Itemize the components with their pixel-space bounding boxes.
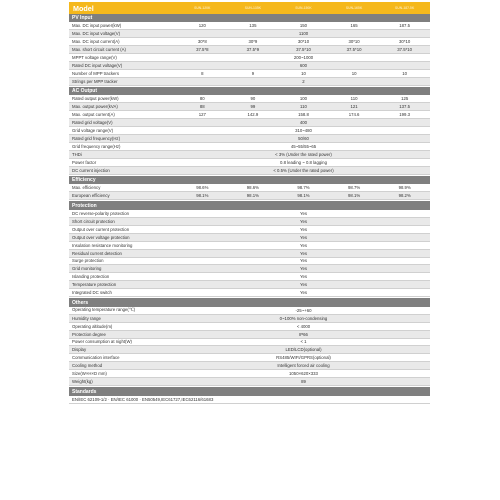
spec-label: Strings per MPP tracker	[72, 78, 118, 84]
spec-value-span: 400	[299, 120, 308, 126]
spec-label: DC current injection	[72, 167, 110, 173]
spec-value: 30*10	[399, 39, 411, 45]
spec-value-span: 200~1000	[293, 55, 314, 61]
spec-value: 142.9	[247, 112, 259, 118]
spec-values	[177, 136, 430, 141]
section-title: Standards	[72, 388, 97, 395]
spec-values	[177, 79, 430, 84]
spec-value: 98.9%	[398, 185, 411, 191]
spec-value: 127	[198, 112, 206, 118]
spec-value: 88	[199, 104, 205, 110]
spec-value-span: LED/LCD(optional)	[285, 347, 322, 353]
spec-label: Max. output power(kVA)	[72, 104, 118, 110]
spec-values	[177, 282, 430, 287]
spec-label: Grid voltage range(V)	[72, 128, 114, 134]
model-name: SUN-135K	[244, 6, 262, 10]
spec-values	[177, 266, 430, 271]
spec-label: Max. short circuit current (A)	[72, 47, 126, 53]
spec-value: 135	[249, 23, 257, 29]
spec-row	[69, 273, 430, 281]
spec-row	[69, 307, 430, 315]
spec-value: 187.5	[399, 23, 411, 29]
spec-row	[69, 323, 430, 331]
spec-row	[69, 22, 430, 30]
spec-label: Rated DC input voltage(V)	[72, 63, 123, 69]
spec-values	[177, 379, 430, 384]
section-title: PV Input	[72, 15, 93, 22]
spec-label: Max. efficiency	[72, 185, 101, 191]
spec-value: 10	[351, 70, 357, 76]
spec-row	[69, 70, 430, 78]
spec-row	[69, 396, 430, 404]
spec-label: DC reverse-polarity protection	[72, 210, 130, 216]
spec-label: Max. DC input voltage(V)	[72, 31, 121, 37]
spec-row	[69, 30, 430, 38]
section-header	[69, 176, 430, 184]
spec-value: 90	[250, 96, 256, 102]
spec-value: 125	[401, 96, 409, 102]
spec-row	[69, 184, 430, 192]
spec-value: 120	[198, 23, 206, 29]
spec-label: Operating temperature range(℃)	[72, 307, 136, 313]
spec-label: Islanding protection	[72, 274, 110, 280]
spec-values	[177, 251, 430, 256]
spec-value: 158.8	[298, 112, 309, 118]
spec-value: 150	[299, 23, 308, 29]
spec-value-span: Yes	[299, 210, 307, 216]
spec-value: 199.3	[399, 112, 411, 118]
spec-label: Display	[72, 347, 87, 353]
spec-value: 98.6%	[196, 185, 209, 191]
spec-values	[177, 104, 430, 109]
section-header	[69, 201, 430, 209]
spec-value-span: Yes	[299, 218, 307, 224]
spec-value-span: 600	[299, 63, 308, 69]
spec-value: 110	[300, 104, 307, 110]
spec-value: 80	[199, 96, 205, 102]
spec-label: Short circuit protection	[72, 218, 115, 224]
spec-value-span: 45~55/55~65	[290, 144, 317, 150]
spec-values	[177, 185, 430, 190]
spec-values	[177, 112, 430, 117]
spec-row	[69, 226, 430, 234]
spec-row	[69, 250, 430, 258]
spec-value-span: Yes	[299, 274, 307, 280]
model-header-row	[69, 2, 430, 14]
spec-row	[69, 54, 430, 62]
spec-row	[69, 242, 430, 250]
spec-value: 137.5	[399, 104, 411, 110]
spec-row	[69, 127, 430, 135]
spec-label: Insulation resistance monitoring	[72, 242, 133, 248]
spec-values	[177, 47, 430, 52]
spec-values	[177, 152, 430, 157]
spec-row	[69, 111, 430, 119]
spec-value-span: Yes	[299, 290, 307, 296]
spec-value-span: 2	[302, 78, 305, 84]
spec-row	[69, 234, 430, 242]
spec-label: Operating altitude(m)	[72, 323, 113, 329]
spec-value-span: Yes	[299, 226, 307, 232]
spec-label: European efficiency	[72, 193, 110, 199]
spec-label: Max. output current(A)	[72, 112, 115, 118]
spec-value-span: 1100	[298, 31, 309, 37]
spec-row	[69, 78, 430, 86]
spec-value: 98.1%	[246, 193, 259, 199]
spec-value: 37.5*9	[246, 47, 260, 53]
spec-value-span: -25~+60	[295, 307, 312, 313]
spec-label: Cooling method	[72, 363, 103, 369]
spec-value-span: 0~100% non-condensing	[279, 315, 328, 321]
spec-row	[69, 135, 430, 143]
spec-value: 9	[251, 70, 255, 76]
spec-values	[177, 227, 430, 232]
spec-value: 37.5*10	[296, 47, 311, 53]
spec-row	[69, 119, 430, 127]
spec-value: 98.7%	[347, 185, 361, 191]
spec-label: Max. DC input power(kW)	[72, 23, 122, 29]
spec-value-span: < 3% (Under the rated power)	[275, 152, 332, 157]
spec-value: 165	[350, 23, 358, 29]
spec-row	[69, 258, 430, 266]
spec-row	[69, 339, 430, 347]
spec-row	[69, 370, 430, 378]
spec-label: Power consumption at night(W)	[72, 339, 132, 345]
spec-values	[177, 371, 430, 376]
section-title: Others	[72, 299, 89, 306]
spec-values	[177, 23, 430, 28]
spec-row	[69, 151, 430, 159]
spec-value: 37.5*8	[196, 47, 209, 53]
model-name: SUN-165K	[345, 6, 363, 10]
spec-values	[177, 128, 430, 133]
spec-value-span: Yes	[299, 282, 307, 288]
spec-label: Power factor	[72, 159, 97, 165]
spec-value-span: 1050×620×333	[289, 371, 318, 377]
spec-label: Rated grid voltage(V)	[72, 120, 113, 126]
spec-value-span: < 0.5% (Under the rated power)	[273, 167, 334, 173]
spec-value-span: Yes	[299, 242, 307, 248]
spec-value: 98.2%	[398, 193, 411, 199]
spec-label: Grid frequency range(Hz)	[72, 144, 121, 150]
spec-value: 98.6%	[246, 185, 259, 191]
spec-values	[177, 347, 430, 352]
model-name: SUN-150K	[295, 6, 312, 10]
spec-label: Temperature protection	[72, 282, 117, 288]
spec-row	[69, 265, 430, 273]
spec-value: 121	[350, 104, 358, 110]
spec-value: 10	[402, 70, 408, 76]
section-header	[69, 87, 430, 95]
spec-values	[177, 168, 430, 173]
spec-row	[69, 346, 430, 354]
spec-label: Communication interface	[72, 355, 120, 361]
spec-values	[177, 290, 430, 295]
spec-values	[177, 31, 430, 36]
spec-value-span: < 4000	[296, 323, 311, 329]
spec-values	[177, 235, 430, 240]
spec-value-span: Yes	[299, 250, 307, 256]
spec-values	[177, 120, 430, 125]
spec-values	[177, 211, 430, 216]
spec-label: Grid monitoring	[72, 266, 102, 272]
spec-row	[69, 289, 430, 297]
spec-label: Output over current protection	[72, 226, 130, 232]
section-title: Efficiency	[72, 177, 96, 184]
spec-row	[69, 159, 430, 167]
spec-value: 99	[250, 104, 256, 110]
spec-values	[177, 332, 430, 337]
spec-values	[177, 355, 430, 360]
spec-values	[177, 324, 430, 329]
spec-value-span: < 1	[300, 339, 307, 345]
spec-label: Humidity range	[72, 315, 101, 321]
spec-label: EN/IEC 62109-1/2 · EN/IEC 61000 · EN50549,IEC61727,IEC62116/61683	[72, 396, 214, 402]
spec-value-span: Yes	[299, 234, 307, 240]
spec-value-span: 0.8 leading ~ 0.8 lagging	[280, 159, 327, 165]
spec-label: Size(W×H×D mm)	[72, 371, 107, 377]
spec-values	[177, 55, 430, 60]
spec-value: 98.1%	[347, 193, 361, 199]
spec-row	[69, 331, 430, 339]
spec-value: 30*10	[297, 39, 310, 45]
spec-values	[177, 274, 430, 279]
spec-value: 110	[350, 96, 358, 102]
spec-value-span: 310~480	[295, 128, 312, 134]
spec-values	[177, 219, 430, 224]
spec-value: 100	[299, 96, 308, 102]
spec-values	[177, 363, 430, 368]
spec-label: THDi	[72, 152, 82, 157]
spec-value: 98.7%	[297, 185, 310, 191]
spec-label: Max. DC input current(A)	[72, 39, 120, 45]
spec-value-span: 89	[301, 379, 306, 385]
spec-values	[177, 160, 430, 165]
spec-values	[177, 258, 430, 263]
section-gap	[69, 404, 430, 405]
spec-label: Rated output power(kW)	[72, 96, 119, 102]
spec-values	[177, 39, 430, 44]
spec-value: 8	[201, 70, 204, 76]
spec-row	[69, 103, 430, 111]
spec-row	[69, 38, 430, 46]
section-title: Protection	[72, 202, 97, 209]
spec-row	[69, 281, 430, 289]
spec-row	[69, 218, 430, 226]
spec-label: Residual current detection	[72, 250, 122, 256]
spec-value: 30*10	[348, 39, 360, 45]
spec-label: Rated grid frequency(Hz)	[72, 136, 121, 142]
spec-values	[177, 96, 430, 101]
spec-row	[69, 167, 430, 175]
spec-value-span: IP66	[299, 331, 308, 337]
spec-row	[69, 62, 430, 70]
spec-values	[177, 316, 430, 321]
spec-value-span: RS485/WIFI/GPRS(optional)	[276, 355, 331, 361]
spec-label: Number of MPP trackers	[72, 70, 119, 76]
spec-row	[69, 143, 430, 151]
spec-row	[69, 378, 430, 386]
spec-value: 30*9	[248, 39, 258, 45]
spec-values	[177, 193, 430, 198]
model-columns	[177, 6, 430, 10]
spec-row	[69, 354, 430, 362]
section-header	[69, 387, 430, 395]
spec-values	[177, 243, 430, 248]
spec-sections	[69, 14, 430, 405]
spec-row	[69, 95, 430, 103]
spec-value: 37.5*10	[397, 47, 413, 53]
section-header	[69, 298, 430, 306]
spec-row	[69, 315, 430, 323]
spec-values	[177, 71, 430, 76]
section-title: AC Output	[72, 88, 97, 95]
spec-values	[177, 308, 430, 313]
spec-label: Integrated DC switch	[72, 290, 112, 296]
spec-value-span: Intelligent forced air cooling	[277, 363, 330, 369]
spec-value-span: Yes	[299, 258, 307, 264]
spec-value-span: Yes	[299, 266, 307, 272]
spec-label: Protection degree	[72, 331, 106, 337]
spec-label: MPPT voltage range(V)	[72, 55, 117, 61]
spec-values	[177, 144, 430, 149]
spec-label: Output over voltage protection	[72, 234, 130, 240]
spec-label: Weight(kg)	[72, 379, 93, 385]
spec-row	[69, 210, 430, 218]
model-label: Model	[73, 3, 94, 13]
section-header	[69, 14, 430, 22]
spec-value: 30*8	[197, 39, 207, 45]
model-name: SUN-187.5K	[395, 6, 415, 10]
spec-value: 174.6	[348, 112, 360, 118]
spec-row	[69, 192, 430, 200]
spec-value: 10	[301, 70, 306, 76]
spec-sheet	[69, 2, 430, 498]
model-name: SUN-120K	[194, 6, 211, 10]
spec-value: 98.1%	[196, 193, 209, 199]
spec-values	[177, 63, 430, 68]
spec-values	[177, 339, 430, 344]
spec-value: 98.1%	[297, 193, 310, 199]
spec-value: 37.5*10	[346, 47, 362, 53]
spec-row	[69, 46, 430, 54]
spec-value-span: 50/60	[298, 136, 309, 142]
spec-row	[69, 362, 430, 370]
spec-label: Surge protection	[72, 258, 104, 264]
